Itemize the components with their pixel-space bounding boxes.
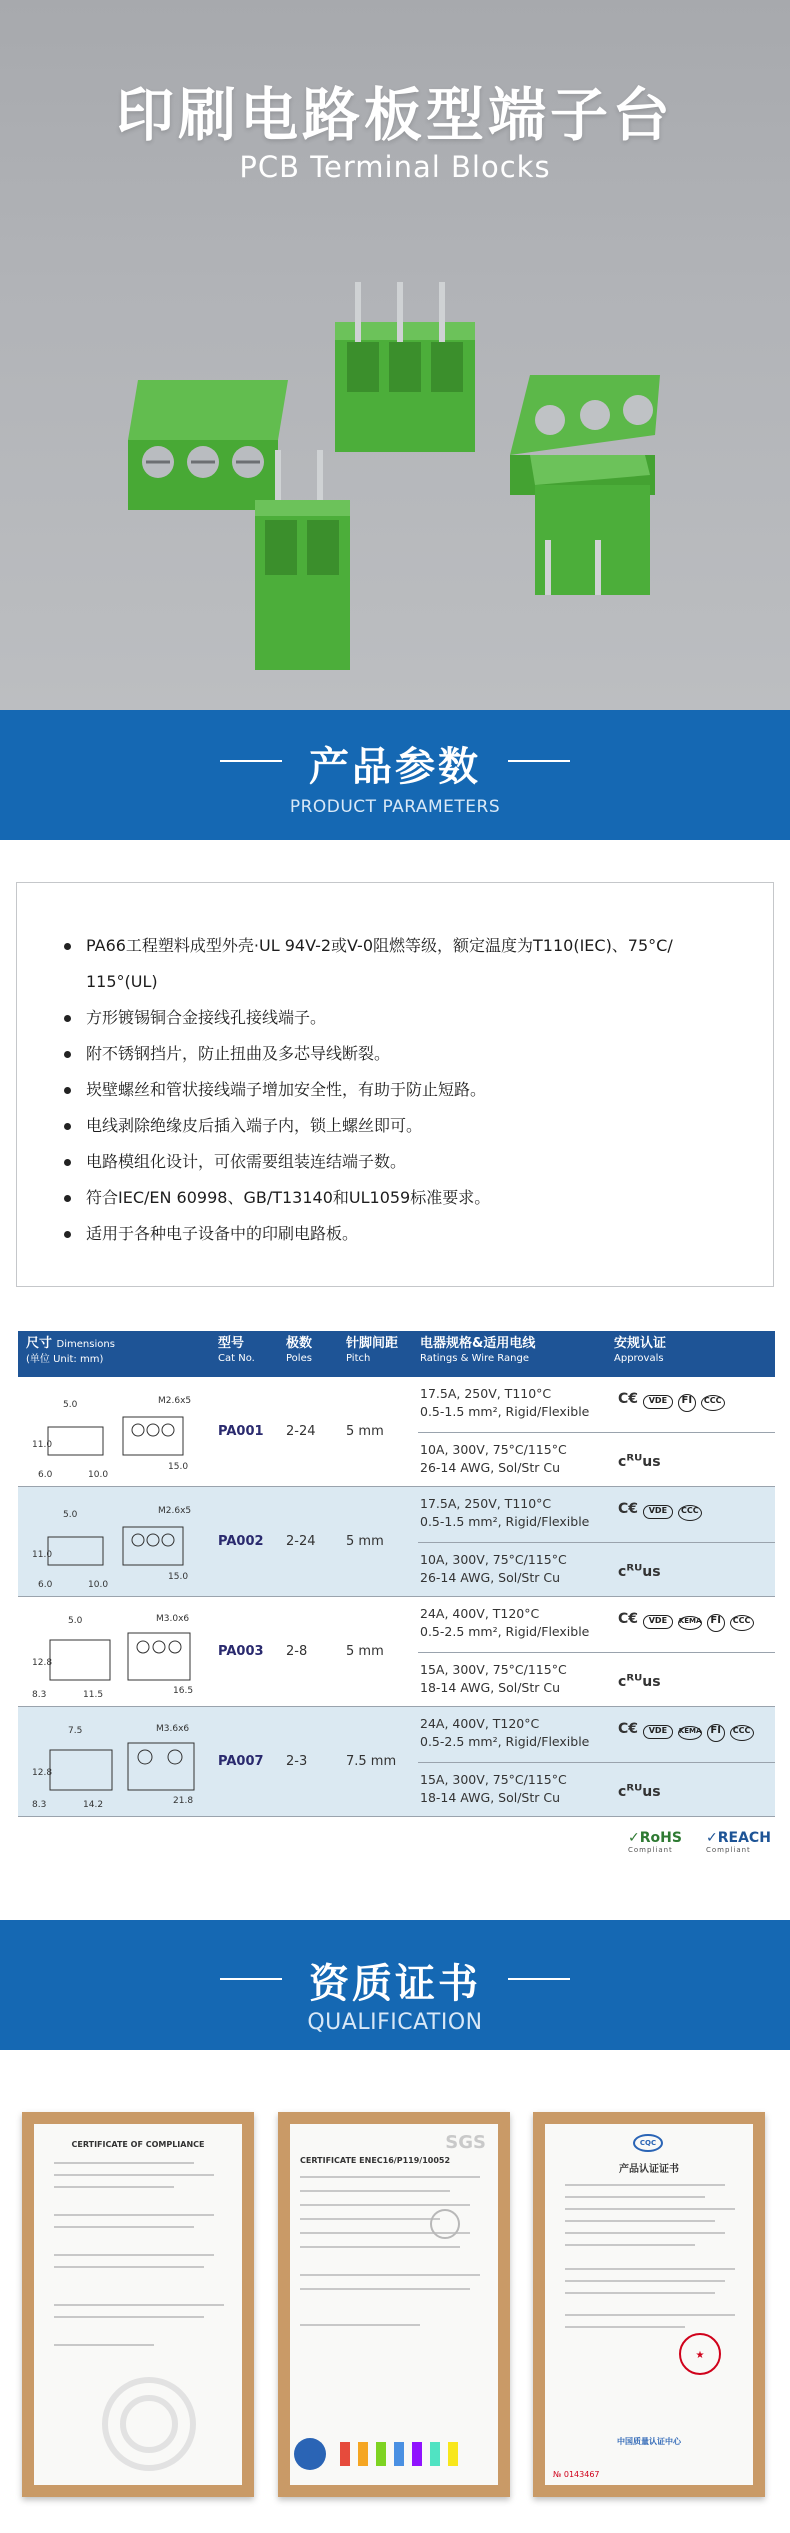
table-row	[18, 1487, 775, 1597]
pitch: 5 mm	[346, 1644, 384, 1659]
terminal-block-1	[335, 282, 475, 452]
rating-1: 24A, 400V, T120°C 0.5-2.5 mm², Rigid/Flexible	[420, 1716, 590, 1749]
cert-title: 产品认证证书	[619, 2164, 679, 2175]
bullet	[64, 1087, 71, 1094]
params-band	[0, 710, 790, 840]
svg-text:7.5: 7.5	[68, 1726, 83, 1736]
features-list	[56, 928, 746, 1252]
approval-icons: C€ VDE KEMA FI CCC	[618, 1611, 754, 1632]
poles: 2-24	[286, 1424, 316, 1439]
approval-icons: C€ VDE KEMA FI CCC	[618, 1721, 754, 1742]
row-separator	[418, 1432, 775, 1433]
bullet	[64, 1015, 71, 1022]
svg-text:5.0: 5.0	[63, 1510, 78, 1520]
pitch: 5 mm	[346, 1424, 384, 1439]
svg-text:15.0: 15.0	[168, 1462, 189, 1472]
th-dimensions: 尺寸 Dimensions (单位 Unit: mm)	[26, 1336, 115, 1365]
th-pitch: 针脚间距 Pitch	[346, 1336, 399, 1364]
ul-icon: cᴿᵁus	[618, 1561, 661, 1580]
th-poles: 极数 Poles	[286, 1336, 313, 1364]
reach-badge: ✓REACH Compliant	[706, 1830, 771, 1854]
red-seal-icon	[675, 2329, 725, 2379]
svg-text:10.0: 10.0	[88, 1580, 109, 1590]
sgs-footer-graphic	[290, 2414, 498, 2484]
bullet	[64, 1195, 71, 1202]
poles: 2-3	[286, 1754, 308, 1769]
svg-text:8.3: 8.3	[32, 1800, 47, 1810]
approval-icons: C€ VDE CCC	[618, 1501, 702, 1521]
cat-no: PA002	[218, 1534, 264, 1549]
rating-2: 10A, 300V, 75°C/115°C 26-14 AWG, Sol/Str Cu	[420, 1442, 567, 1475]
qual-subtitle: QUALIFICATION	[307, 2010, 483, 2035]
dimension-drawing	[28, 1385, 208, 1480]
bullet	[64, 1051, 71, 1058]
svg-text:6.0: 6.0	[38, 1470, 53, 1480]
svg-text:14.2: 14.2	[83, 1800, 104, 1810]
certificate-paper	[290, 2124, 498, 2485]
svg-text:21.8: 21.8	[173, 1796, 194, 1806]
svg-text:6.0: 6.0	[38, 1580, 53, 1590]
feature-item: 电线剥除绝缘皮后插入端子内，锁上螺丝即可。	[56, 1108, 746, 1144]
cqc-logo: CQC	[633, 2134, 663, 2152]
th-approvals: 安规认证 Approvals	[614, 1336, 667, 1364]
rating-2: 15A, 300V, 75°C/115°C 18-14 AWG, Sol/Str Cu	[420, 1772, 567, 1805]
svg-text:M3.6x6: M3.6x6	[156, 1724, 190, 1734]
svg-text:12.8: 12.8	[32, 1658, 53, 1668]
cert-footer: 中国质量认证中心	[617, 2437, 681, 2446]
cert-serial: № 0143467	[553, 2470, 600, 2479]
dimension-drawing	[28, 1495, 208, 1590]
sgs-logo: SGS	[445, 2132, 486, 2153]
bullet	[64, 943, 71, 950]
rating-2: 10A, 300V, 75°C/115°C 26-14 AWG, Sol/Str Cu	[420, 1552, 567, 1585]
rohs-badge: ✓RoHS Compliant	[628, 1830, 682, 1854]
cat-no: PA003	[218, 1644, 264, 1659]
terminal-block-2	[128, 380, 288, 510]
hero-title: 印刷电路板型端子台	[115, 81, 674, 149]
feature-item: PA66工程塑料成型外壳·UL 94V-2或V-0阻燃等级，额定温度为T110(IEC)、75°C/	[56, 928, 746, 964]
rating-2: 15A, 300V, 75°C/115°C 18-14 AWG, Sol/Str Cu	[420, 1662, 567, 1695]
watermark-icon	[94, 2374, 204, 2474]
feature-item: 附不锈钢挡片，防止扭曲及多芯导线断裂。	[56, 1036, 746, 1072]
row-separator	[418, 1542, 775, 1543]
svg-text:11.0: 11.0	[32, 1550, 53, 1560]
svg-text:★: ★	[695, 2350, 705, 2361]
svg-text:M3.0x6: M3.0x6	[156, 1614, 190, 1624]
table-row	[18, 1707, 775, 1817]
params-title: 产品参数	[309, 744, 481, 790]
svg-text:11.0: 11.0	[32, 1440, 53, 1450]
qual-title: 资质证书	[309, 1961, 481, 2007]
cat-no: PA007	[218, 1754, 264, 1769]
th-rating: 电器规格&适用电线 Ratings & Wire Range	[420, 1336, 536, 1364]
cert-title: CERTIFICATE OF COMPLIANCE	[71, 2140, 205, 2149]
params-subtitle: PRODUCT PARAMETERS	[289, 797, 501, 817]
poles: 2-24	[286, 1534, 316, 1549]
bullet	[64, 1159, 71, 1166]
row-separator	[418, 1762, 775, 1763]
svg-text:5.0: 5.0	[68, 1616, 83, 1626]
row-separator	[418, 1652, 775, 1653]
table-header	[18, 1331, 775, 1377]
svg-text:5.0: 5.0	[63, 1400, 78, 1410]
certificate-frame-3	[533, 2112, 765, 2497]
feature-item: 符合IEC/EN 60998、GB/T13140和UL1059标准要求。	[56, 1180, 746, 1216]
hero-banner	[0, 0, 790, 710]
svg-text:11.5: 11.5	[83, 1690, 104, 1700]
spec-table	[18, 1331, 775, 1817]
terminal-block-5	[530, 455, 650, 595]
feature-item: 方形镀锡铜合金接线孔接线端子。	[56, 1000, 746, 1036]
cert-title: CERTIFICATE ENEC16/P119/10052	[300, 2156, 451, 2165]
pitch: 5 mm	[346, 1534, 384, 1549]
approval-icons: C€ VDE FI CCC	[618, 1391, 725, 1412]
ul-icon: cᴿᵁus	[618, 1451, 661, 1470]
dimension-drawing	[28, 1605, 208, 1700]
certificate-frame-1	[22, 2112, 254, 2497]
bullet	[64, 1123, 71, 1130]
certificate-paper	[34, 2124, 242, 2485]
dimension-drawing	[28, 1715, 208, 1810]
rating-1: 17.5A, 250V, T110°C 0.5-1.5 mm², Rigid/Flexible	[420, 1386, 590, 1419]
ul-icon: cᴿᵁus	[618, 1781, 661, 1800]
certificate-paper	[545, 2124, 753, 2485]
rating-1: 17.5A, 250V, T110°C 0.5-1.5 mm², Rigid/Flexible	[420, 1496, 590, 1529]
feature-item: 电路模组化设计，可依需要组装连结端子数。	[56, 1144, 746, 1180]
svg-text:15.0: 15.0	[168, 1572, 189, 1582]
enec-mark-icon	[430, 2209, 460, 2239]
svg-text:16.5: 16.5	[173, 1686, 194, 1696]
cat-no: PA001	[218, 1424, 264, 1439]
poles: 2-8	[286, 1644, 308, 1659]
table-row	[18, 1597, 775, 1707]
feature-item: 适用于各种电子设备中的印刷电路板。	[56, 1216, 746, 1252]
certificate-frame-2	[278, 2112, 510, 2497]
th-cat: 型号 Cat No.	[218, 1336, 255, 1364]
svg-text:M2.6x5: M2.6x5	[158, 1506, 192, 1516]
feature-item: 115°(UL)	[86, 972, 158, 991]
svg-text:12.8: 12.8	[32, 1768, 53, 1778]
qualification-band	[0, 1920, 790, 2050]
svg-text:M2.6x5: M2.6x5	[158, 1396, 192, 1406]
bullet	[64, 1231, 71, 1238]
svg-text:10.0: 10.0	[88, 1470, 109, 1480]
feature-item: 崁壁螺丝和管状接线端子增加安全性，有助于防止短路。	[56, 1072, 746, 1108]
table-row	[18, 1377, 775, 1487]
hero-subtitle: PCB Terminal Blocks	[239, 150, 551, 184]
ul-icon: cᴿᵁus	[618, 1671, 661, 1690]
rating-1: 24A, 400V, T120°C 0.5-2.5 mm², Rigid/Flexible	[420, 1606, 590, 1639]
svg-text:8.3: 8.3	[32, 1690, 47, 1700]
pitch: 7.5 mm	[346, 1754, 397, 1769]
